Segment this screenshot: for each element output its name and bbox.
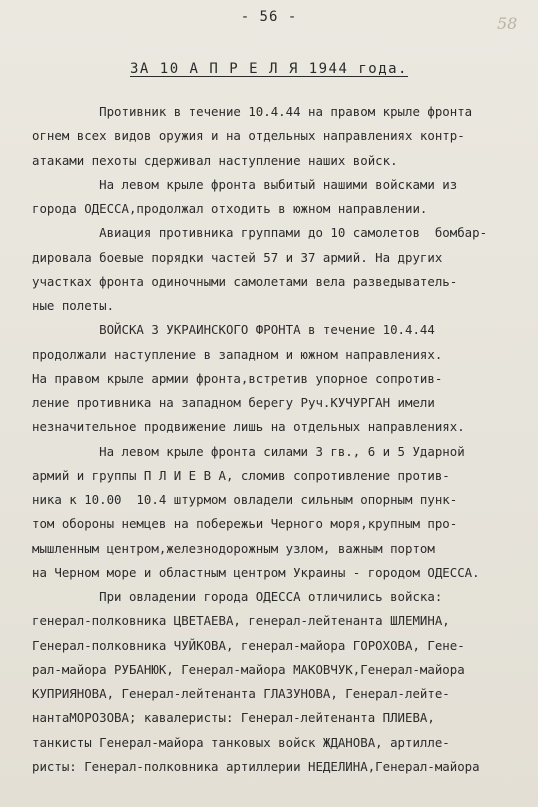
text-line: Генерал-полковника ЧУЙКОВА, генерал-майора ГОРОХОВА, Гене- — [32, 637, 465, 653]
text-line: города ОДЕССА,продолжал отходить в южном направлении. — [32, 201, 428, 216]
page-number: - 56 - — [240, 9, 298, 25]
text-line: ление противника на западном берегу Руч.КУЧУРГАН имели — [32, 395, 435, 410]
text-line: танкисты Генерал-майора танковых войск ЖДАНОВА, артилле- — [32, 734, 450, 750]
text-line: генерал-полковника ЦВЕТАЕВА, генерал-лейтенанта ШЛЕМИНА, — [32, 613, 450, 629]
document-heading: ЗА 10 А П Р Е Л Я 1944 года. — [129, 61, 408, 77]
text-line: ные полеты. — [32, 298, 115, 313]
text-line: КУПРИЯНОВА, Генерал-лейтенанта ГЛАЗУНОВА, Генерал-лейте- — [32, 686, 450, 701]
text-line: том обороны немцев на побережьи Черного моря,крупным про- — [32, 516, 458, 532]
text-line: На правом крыле армии фронта,встретив упорное сопротив- — [32, 370, 443, 386]
archive-page-mark: 58 — [497, 14, 518, 33]
text-line: армий и группы П Л И Е В А, сломив сопротивление против- — [32, 467, 450, 483]
text-line: дировала боевые порядки частей 57 и 37 армий. На других — [32, 249, 443, 265]
text-line: атаками пехоты сдерживал наступление наших войск. — [32, 152, 398, 168]
text-line: При овладении города ОДЕССА отличились войска: — [32, 589, 443, 604]
text-line: рал-майора РУБАНЮК, Генерал-майора МАКОВЧУК,Генерал-майора — [32, 661, 465, 677]
text-line: огнем всех видов оружия и на отдельных направлениях контр- — [32, 128, 465, 144]
text-line: На левом крыле фронта силами 3 гв., 6 и 5 Ударной — [32, 443, 465, 459]
text-line: ристы: Генерал-полковника артиллерии НЕДЕЛИНА,Генерал-майора — [32, 758, 480, 774]
text-line: На левом крыле фронта выбитый нашими войсками из — [32, 176, 458, 192]
document-body — [32, 100, 532, 779]
text-line: нантаМОРОЗОВА; кавалеристы: Генерал-лейтенанта ПЛИЕВА, — [32, 710, 435, 726]
text-line: ВОЙСКА 3 УКРАИНСКОГО ФРОНТА в течение 10.4.44 — [32, 322, 435, 338]
text-line: продолжали наступление в западном и южном направлениях. — [32, 346, 443, 362]
text-line: незначительное продвижение лишь на отдельных направлениях. — [32, 419, 465, 435]
text-line: Противник в течение 10.4.44 на правом крыле фронта — [32, 104, 473, 119]
text-line: Авиация противника группами до 10 самолетов бомбар- — [32, 225, 488, 241]
text-line: участках фронта одиночными самолетами вела разведыватель- — [32, 273, 458, 289]
text-line: на Черном море и областным центром Украины - городом ОДЕССА. — [32, 564, 480, 580]
text-line: ника к 10.00 10.4 штурмом овладели сильным опорным пунк- — [32, 492, 458, 507]
text-line: мышленным центром,железнодорожным узлом, важным портом — [32, 540, 435, 556]
